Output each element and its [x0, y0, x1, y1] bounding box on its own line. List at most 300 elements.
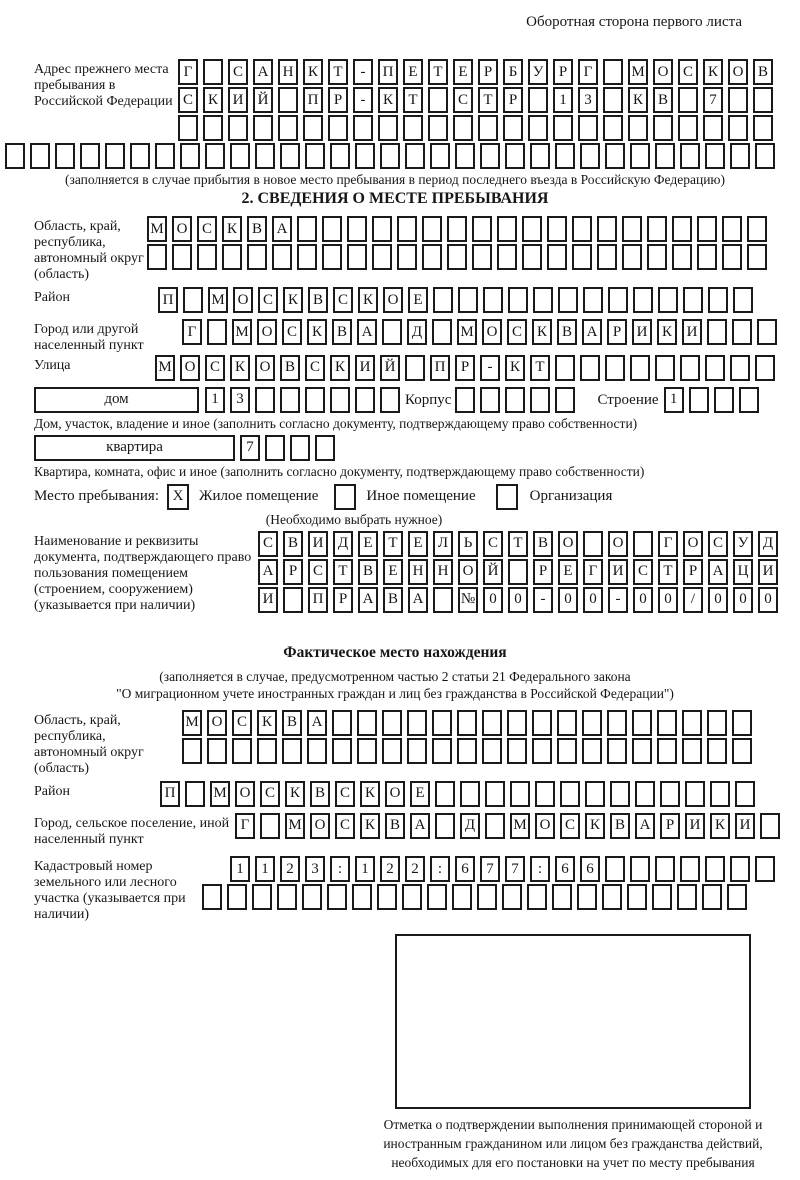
char-box [697, 244, 717, 270]
char-box [232, 738, 252, 764]
char-box [472, 216, 492, 242]
char-box [422, 216, 442, 242]
char-box: О [180, 355, 200, 381]
char-box [380, 143, 400, 169]
char-box: 6 [555, 856, 575, 882]
char-box: 0 [708, 587, 728, 613]
char-box: В [533, 531, 553, 557]
char-box: О [728, 59, 748, 85]
char-box: У [733, 531, 753, 557]
char-box [680, 856, 700, 882]
char-box [347, 244, 367, 270]
char-box [755, 856, 775, 882]
char-box [522, 216, 542, 242]
char-box [747, 244, 767, 270]
char-box: 1 [255, 856, 275, 882]
char-box: С [178, 87, 198, 113]
char-box: 0 [733, 587, 753, 613]
char-box: В [358, 559, 378, 585]
checkbox-organization [496, 484, 518, 510]
char-box: С [205, 355, 225, 381]
actual-location-caption-2: "О миграционном учете иностранных граждан и лиц без гражданства в Российской Федерации") [116, 685, 674, 701]
char-box [733, 287, 753, 313]
char-box: М [510, 813, 530, 839]
char-box [557, 710, 577, 736]
char-box [535, 781, 555, 807]
char-box [730, 355, 750, 381]
char-box [483, 287, 503, 313]
char-box [380, 387, 400, 413]
char-box [572, 244, 592, 270]
char-box [452, 884, 472, 910]
char-box [735, 781, 755, 807]
char-box [428, 87, 448, 113]
char-box [732, 710, 752, 736]
char-box: Г [182, 319, 202, 345]
char-box [458, 287, 478, 313]
char-box [605, 355, 625, 381]
char-box: Д [758, 531, 778, 557]
char-box: Т [658, 559, 678, 585]
char-box: 1 [355, 856, 375, 882]
house-type-box [34, 387, 199, 413]
char-box: О [207, 710, 227, 736]
char-box: 1 [553, 87, 573, 113]
char-box: П [303, 87, 323, 113]
char-box: И [685, 813, 705, 839]
char-box: 0 [558, 587, 578, 613]
char-box: Д [333, 531, 353, 557]
char-box [533, 287, 553, 313]
char-box [30, 143, 50, 169]
region-label: Область, край, республика, автономный округ (область) [34, 219, 144, 283]
char-box: С [453, 87, 473, 113]
char-box: Р [478, 59, 498, 85]
char-box [482, 738, 502, 764]
char-box: И [228, 87, 248, 113]
char-box [505, 387, 525, 413]
char-box: С [483, 531, 503, 557]
char-box [677, 884, 697, 910]
prev-address-row-4 [5, 143, 756, 169]
cadastral-row-2 [202, 884, 775, 910]
char-box [583, 531, 603, 557]
char-box: - [480, 355, 500, 381]
char-box: Б [503, 59, 523, 85]
char-box: 0 [483, 587, 503, 613]
char-box [497, 216, 517, 242]
char-box [430, 143, 450, 169]
apartment-row [34, 435, 756, 463]
char-box: Т [508, 531, 528, 557]
char-box: 6 [455, 856, 475, 882]
char-box: К [703, 59, 723, 85]
char-box [207, 319, 227, 345]
char-box [558, 287, 578, 313]
char-box [227, 884, 247, 910]
actual-city-row [235, 813, 780, 839]
char-box: М [155, 355, 175, 381]
char-box: № [458, 587, 478, 613]
char-box: С [335, 781, 355, 807]
char-box [197, 244, 217, 270]
char-box [753, 87, 773, 113]
char-box [680, 143, 700, 169]
char-box [347, 216, 367, 242]
char-box: Н [278, 59, 298, 85]
char-box: А [358, 587, 378, 613]
char-box [282, 738, 302, 764]
char-box [632, 738, 652, 764]
char-box: Е [558, 559, 578, 585]
char-box: О [608, 531, 628, 557]
apartment-type-label: квартира [106, 439, 163, 456]
char-box [357, 738, 377, 764]
char-box [447, 244, 467, 270]
char-box [497, 244, 517, 270]
district-field [34, 287, 756, 315]
char-box [257, 738, 277, 764]
char-box [230, 143, 250, 169]
char-box [433, 587, 453, 613]
char-box: Т [478, 87, 498, 113]
char-box [382, 319, 402, 345]
char-box [507, 738, 527, 764]
char-box [660, 781, 680, 807]
char-box: И [682, 319, 702, 345]
char-box [402, 884, 422, 910]
confirmation-caption: Отметка о подтверждении выполнения принимающей стороной и иностранным гражданином или лицом без гражданства действий, необходимых для его постановки на учет по месту пребывания [383, 1116, 763, 1170]
prev-address-row-1 [178, 59, 773, 85]
char-box [572, 216, 592, 242]
char-box [322, 244, 342, 270]
char-box: Р [455, 355, 475, 381]
char-box [682, 738, 702, 764]
char-box [760, 813, 780, 839]
char-box [253, 115, 273, 141]
char-box: Е [358, 531, 378, 557]
char-box: О [558, 531, 578, 557]
document-rows [258, 531, 778, 615]
char-box [728, 87, 748, 113]
char-box: И [258, 587, 278, 613]
section2-title: 2. СВЕДЕНИЯ О МЕСТЕ ПРЕБЫВАНИЯ [241, 190, 549, 207]
char-box: В [283, 531, 303, 557]
char-box: А [307, 710, 327, 736]
char-box [480, 143, 500, 169]
char-box: И [608, 559, 628, 585]
char-box: 7 [480, 856, 500, 882]
char-box [607, 738, 627, 764]
char-box: С [258, 531, 278, 557]
char-box [382, 738, 402, 764]
char-box [607, 710, 627, 736]
char-box [705, 856, 725, 882]
prev-address-rows [178, 59, 773, 143]
char-box [583, 287, 603, 313]
char-box: С [507, 319, 527, 345]
char-box [322, 216, 342, 242]
char-box [597, 216, 617, 242]
char-box [632, 710, 652, 736]
char-box [652, 884, 672, 910]
korpus-label: Корпус [405, 391, 452, 408]
char-box [585, 781, 605, 807]
char-box: Р [533, 559, 553, 585]
char-box [247, 244, 267, 270]
char-box [722, 216, 742, 242]
char-box: В [385, 813, 405, 839]
char-box [553, 115, 573, 141]
char-box: 7 [240, 435, 260, 461]
char-box [432, 710, 452, 736]
option-other-premises-label: Иное помещение [366, 488, 476, 505]
char-box: Г [178, 59, 198, 85]
char-box: И [632, 319, 652, 345]
char-box: Е [453, 59, 473, 85]
char-box [453, 115, 473, 141]
document-label: Наименование и реквизиты документа, подтверждающего право пользования помещением (строением, сооружением) (указывается при наличии) [34, 533, 252, 613]
char-box [672, 216, 692, 242]
region-rows [147, 216, 767, 272]
char-box [433, 287, 453, 313]
char-box [528, 87, 548, 113]
char-box: / [683, 587, 703, 613]
actual-region-row-2 [182, 738, 756, 764]
char-box [480, 387, 500, 413]
char-box: - [353, 59, 373, 85]
char-box [528, 115, 548, 141]
char-box [407, 738, 427, 764]
char-box [378, 115, 398, 141]
char-box: М [232, 319, 252, 345]
house-number-row [205, 387, 400, 413]
char-box: О [385, 781, 405, 807]
char-box: Т [383, 531, 403, 557]
char-box: С [678, 59, 698, 85]
char-box [327, 884, 347, 910]
city-field [34, 319, 756, 354]
page-side-note: Оборотная сторона первого листа [526, 14, 742, 30]
char-box: А [357, 319, 377, 345]
char-box [605, 143, 625, 169]
char-box: В [310, 781, 330, 807]
char-box [432, 738, 452, 764]
char-box: С [260, 781, 280, 807]
char-box: С [305, 355, 325, 381]
char-box: С [228, 59, 248, 85]
char-box [485, 813, 505, 839]
char-box: К [283, 287, 303, 313]
prev-address-caption: (заполняется в случае прибытия в новое место пребывания в период последнего въезда в Российскую Федерацию) [64, 172, 726, 187]
char-box [407, 710, 427, 736]
char-box: Е [383, 559, 403, 585]
confirmation-stamp-box [395, 934, 751, 1109]
stay-type-caption: (Необходимо выбрать нужное) [265, 511, 443, 527]
char-box: В [280, 355, 300, 381]
char-box [278, 115, 298, 141]
char-box [428, 115, 448, 141]
char-box [657, 710, 677, 736]
city-label: Город или другой населенный пункт [34, 322, 144, 354]
char-box: К [378, 87, 398, 113]
house-type-label: дом [104, 391, 129, 408]
street-row [155, 355, 775, 381]
char-box: В [383, 587, 403, 613]
char-box [678, 87, 698, 113]
char-box [630, 143, 650, 169]
char-box [403, 115, 423, 141]
char-box [207, 738, 227, 764]
char-box [727, 884, 747, 910]
char-box: О [310, 813, 330, 839]
char-box [697, 216, 717, 242]
char-box: К [360, 813, 380, 839]
char-box [422, 244, 442, 270]
char-box [205, 143, 225, 169]
char-box: Л [433, 531, 453, 557]
char-box [353, 115, 373, 141]
char-box: Р [553, 59, 573, 85]
char-box: О [683, 531, 703, 557]
char-box [260, 813, 280, 839]
region-row-1 [147, 216, 767, 242]
char-box: А [253, 59, 273, 85]
char-box: 3 [230, 387, 250, 413]
char-box: В [653, 87, 673, 113]
actual-region-label: Область, край, республика, автономный округ (область) [34, 712, 144, 776]
char-box: О [255, 355, 275, 381]
cadastral-rows [202, 856, 775, 912]
actual-region-field [34, 710, 756, 777]
char-box [472, 244, 492, 270]
char-box: С [282, 319, 302, 345]
char-box [427, 884, 447, 910]
char-box: Т [333, 559, 353, 585]
char-box [532, 710, 552, 736]
char-box [658, 287, 678, 313]
char-box: И [355, 355, 375, 381]
char-box [460, 781, 480, 807]
document-row-3 [258, 587, 778, 613]
char-box: О [172, 216, 192, 242]
char-box: О [482, 319, 502, 345]
char-box: Й [483, 559, 503, 585]
char-box [755, 355, 775, 381]
char-box [505, 143, 525, 169]
char-box [355, 143, 375, 169]
actual-city-field [34, 813, 756, 848]
char-box: К [307, 319, 327, 345]
char-box: Р [333, 587, 353, 613]
char-box [532, 738, 552, 764]
char-box [202, 884, 222, 910]
char-box: О [458, 559, 478, 585]
char-box [630, 856, 650, 882]
char-box [355, 387, 375, 413]
char-box [730, 856, 750, 882]
char-box: Г [578, 59, 598, 85]
char-box: : [330, 856, 350, 882]
char-box [280, 143, 300, 169]
char-box [502, 884, 522, 910]
char-box [560, 781, 580, 807]
char-box [627, 884, 647, 910]
char-box: К [257, 710, 277, 736]
char-box: К [358, 287, 378, 313]
char-box [435, 813, 455, 839]
char-box: Д [460, 813, 480, 839]
char-box [672, 244, 692, 270]
char-box: П [308, 587, 328, 613]
district-label: Район [34, 290, 70, 306]
char-box [228, 115, 248, 141]
cadastral-field [34, 856, 756, 923]
char-box: Е [408, 531, 428, 557]
char-box: - [533, 587, 553, 613]
char-box: 2 [280, 856, 300, 882]
district-row [158, 287, 753, 313]
char-box: К [303, 59, 323, 85]
char-box [255, 143, 275, 169]
char-box: А [635, 813, 655, 839]
char-box [647, 244, 667, 270]
city-row [182, 319, 777, 345]
char-box: К [628, 87, 648, 113]
char-box [707, 710, 727, 736]
char-box [352, 884, 372, 910]
char-box [182, 738, 202, 764]
char-box [680, 355, 700, 381]
char-box: Е [408, 287, 428, 313]
char-box [685, 781, 705, 807]
char-box [730, 143, 750, 169]
char-box: Е [403, 59, 423, 85]
char-box: В [308, 287, 328, 313]
char-box: К [657, 319, 677, 345]
char-box [457, 738, 477, 764]
char-box: С [335, 813, 355, 839]
char-box [155, 143, 175, 169]
char-box [455, 143, 475, 169]
char-box [705, 143, 725, 169]
char-box [130, 143, 150, 169]
char-box [728, 115, 748, 141]
char-box: С [708, 531, 728, 557]
char-box [605, 856, 625, 882]
char-box [272, 244, 292, 270]
char-box [297, 216, 317, 242]
char-box [682, 710, 702, 736]
char-box [608, 287, 628, 313]
char-box [655, 143, 675, 169]
char-box [628, 115, 648, 141]
char-box: К [203, 87, 223, 113]
char-box [510, 781, 530, 807]
char-box [755, 143, 775, 169]
char-box [657, 738, 677, 764]
char-box: О [233, 287, 253, 313]
char-box: В [610, 813, 630, 839]
char-box [397, 244, 417, 270]
char-box [708, 287, 728, 313]
char-box [630, 355, 650, 381]
char-box [307, 738, 327, 764]
char-box [580, 143, 600, 169]
char-box [547, 216, 567, 242]
char-box [653, 115, 673, 141]
char-box [557, 738, 577, 764]
